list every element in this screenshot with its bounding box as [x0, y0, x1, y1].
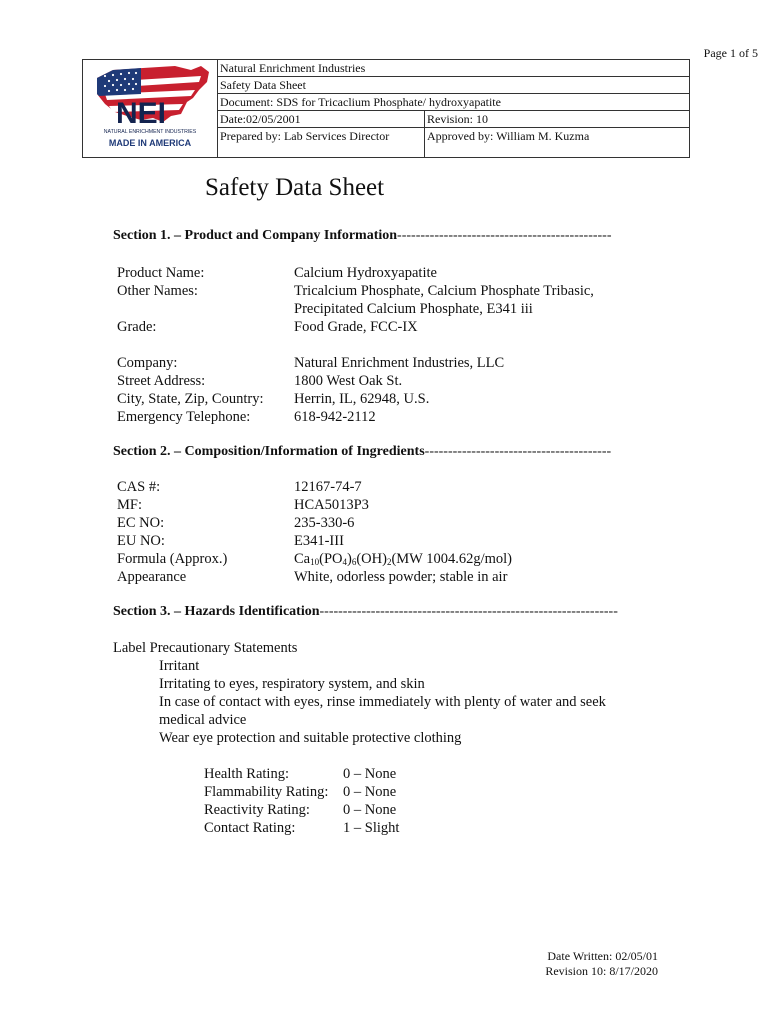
section-2-heading	[113, 444, 611, 460]
grade-value: Food Grade, FCC-IX	[294, 319, 418, 335]
logo-subtitle: NATURAL ENRICHMENT INDUSTRIES	[103, 129, 197, 135]
mf-value: HCA5013P3	[294, 497, 369, 513]
section-2-dashes: ----------------------------------------	[424, 444, 612, 459]
page-title: Safety Data Sheet	[205, 174, 385, 201]
emergency-phone-value: 618-942-2112	[294, 409, 376, 425]
mf-label: MF:	[117, 497, 142, 513]
ec-label: EC NO:	[117, 515, 165, 531]
statement-item: medical advice	[159, 712, 247, 728]
street-value: 1800 West Oak St.	[294, 373, 403, 389]
city-value: Herrin, IL, 62948, U.S.	[294, 391, 430, 407]
city-label: City, State, Zip, Country:	[117, 391, 264, 407]
eu-value: E341-III	[294, 533, 344, 549]
reactivity-rating-label: Reactivity Rating:	[204, 802, 310, 818]
page-number: Page 1 of 5	[703, 46, 758, 60]
header-doc-type: Safety Data Sheet	[218, 77, 690, 94]
statement-item: Irritant	[159, 658, 200, 674]
nei-logo	[83, 60, 218, 157]
section-1-heading	[113, 228, 612, 244]
other-names-label: Other Names:	[117, 283, 198, 299]
cas-value: 12167-74-7	[294, 479, 362, 495]
company-label: Company:	[117, 355, 178, 371]
section-3-heading	[113, 604, 618, 620]
company-value: Natural Enrichment Industries, LLC	[294, 355, 505, 371]
flammability-rating-label: Flammability Rating:	[204, 784, 329, 800]
section-3-dashes: ----------------------------------------------------------------	[319, 604, 618, 619]
footer-revision: Revision 10: 8/17/2020	[545, 964, 658, 978]
header-prepared-by: Prepared by: Lab Services Director	[218, 128, 425, 157]
appearance-label: Appearance	[117, 569, 187, 585]
section-1-title: Section 1. – Product and Company Information	[113, 228, 398, 243]
other-names-value-cont: Precipitated Calcium Phosphate, E341 iii	[294, 301, 533, 317]
appearance-value: White, odorless powder; stable in air	[294, 569, 508, 585]
cas-label: CAS #:	[117, 479, 161, 495]
health-rating-value: 0 – None	[343, 766, 397, 782]
usa-flag-map-icon	[83, 60, 217, 157]
document-header	[82, 59, 690, 158]
street-label: Street Address:	[117, 373, 206, 389]
product-name-value: Calcium Hydroxyapatite	[294, 265, 437, 281]
logo-tagline: MADE IN AMERICA	[108, 138, 192, 148]
section-3-title: Section 3. – Hazards Identification	[113, 604, 320, 619]
logo-letters: NEI	[116, 97, 167, 130]
flammability-rating-value: 0 – None	[343, 784, 397, 800]
statement-item: Wear eye protection and suitable protective clothing	[159, 730, 462, 746]
statement-item: Irritating to eyes, respiratory system, and skin	[159, 676, 425, 692]
header-revision: Revision: 10	[425, 111, 690, 128]
formula-label: Formula (Approx.)	[117, 551, 228, 567]
header-company: Natural Enrichment Industries	[218, 60, 690, 77]
eu-label: EU NO:	[117, 533, 165, 549]
contact-rating-value: 1 – Slight	[343, 820, 400, 836]
grade-label: Grade:	[117, 319, 157, 335]
section-1-dashes: ----------------------------------------------	[397, 228, 612, 243]
emergency-phone-label: Emergency Telephone:	[117, 409, 251, 425]
health-rating-label: Health Rating:	[204, 766, 289, 782]
product-name-label: Product Name:	[117, 265, 205, 281]
header-approved-by: Approved by: William M. Kuzma	[427, 129, 590, 143]
other-names-value: Tricalcium Phosphate, Calcium Phosphate Tribasic,	[294, 283, 594, 299]
header-document: Document: SDS for Tricaclium Phosphate/ hydroxyapatite	[218, 94, 690, 111]
footer-date-written: Date Written: 02/05/01	[547, 949, 658, 963]
formula-value: $Ca_{10}(PO_4)_6(OH)_2(MW$ 1004.62g/mol)	[294, 551, 512, 567]
contact-rating-label: Contact Rating:	[204, 820, 296, 836]
ec-value: 235-330-6	[294, 515, 355, 531]
header-date: Date:02/05/2001	[218, 111, 425, 128]
section-2-title: Section 2. – Composition/Information of Ingredients	[113, 444, 425, 459]
label-statements-title: Label Precautionary Statements	[113, 640, 298, 656]
reactivity-rating-value: 0 – None	[343, 802, 397, 818]
statement-item: In case of contact with eyes, rinse immediately with plenty of water and seek	[159, 694, 606, 710]
